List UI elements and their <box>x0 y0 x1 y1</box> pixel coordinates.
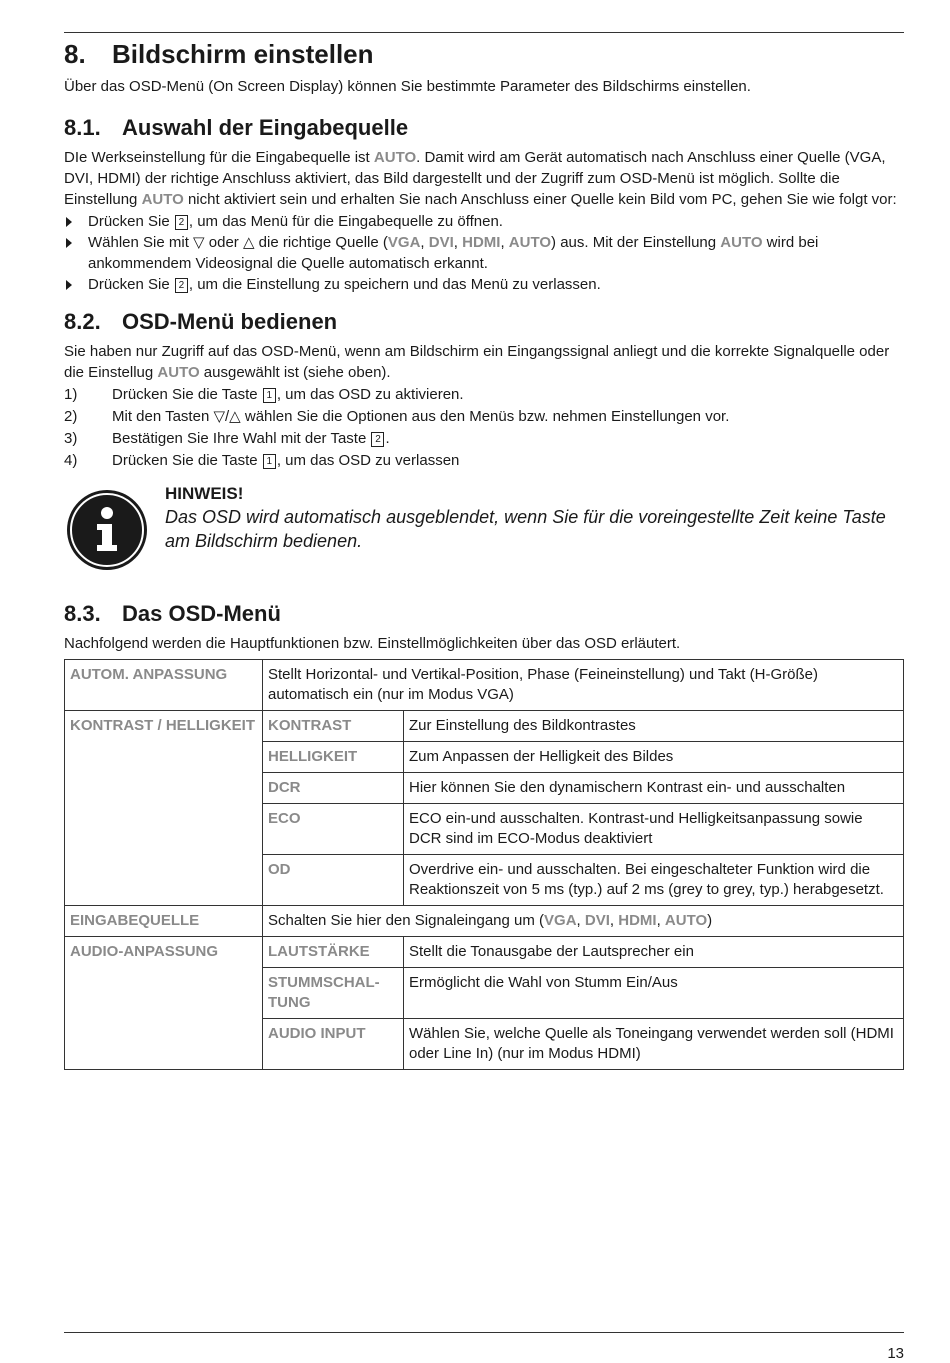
text: , <box>609 912 619 929</box>
text: wählen Sie die Optionen aus den Menüs bzw. nehmen Einstellungen vor. <box>240 408 730 425</box>
note-box <box>64 479 904 575</box>
text: , <box>420 234 429 251</box>
text: Drücken Sie <box>88 213 174 230</box>
text: , um das OSD zu verlassen <box>276 452 460 469</box>
key-2-icon: 2 <box>371 432 384 447</box>
text: Drücken Sie <box>88 276 174 293</box>
down-arrow-icon: ▽ <box>213 408 225 425</box>
step-item <box>64 384 904 406</box>
text: Bestätigen Sie Ihre Wahl mit der Taste <box>112 430 371 447</box>
triangle-bullet-icon <box>66 217 72 227</box>
table-cell-label: HELLIGKEIT <box>263 742 404 773</box>
page-content <box>64 35 904 1070</box>
section-title: Auswahl der Eingabequelle <box>122 115 409 140</box>
table-cell-desc: Zum Anpassen der Helligkeit des Bildes <box>404 742 904 773</box>
text: , <box>656 912 665 929</box>
key-1-icon: 1 <box>263 388 276 403</box>
text: Mit den Tasten <box>112 408 214 425</box>
step-item <box>64 428 904 450</box>
section-8-intro: Über das OSD-Menü (On Screen Display) können Sie bestimmte Parameter des Bildschirms einstellen. <box>64 78 751 95</box>
bullet-list <box>64 211 904 295</box>
table-cell-label: STUMMSCHAL-TUNG <box>263 968 404 1019</box>
section-8-2-heading <box>64 309 904 335</box>
table-row <box>65 711 904 742</box>
text: Drücken Sie die Taste <box>112 452 262 469</box>
keyword-dvi: DVI <box>584 912 610 929</box>
table-cell-label: ECO <box>263 804 404 855</box>
step-number: 3) <box>64 430 78 447</box>
osd-table <box>64 659 904 1070</box>
note-title: HINWEIS! <box>165 484 244 503</box>
text: . Damit wird am Gerät automatisch nach Anschluss einer Quelle (VGA, DVI, HDMI) der richtige Anschluss aktiviert, das Bild dargestellt und der Zugriff zum OSD-Menü ist möglich. Sollte die Einstellung <box>64 149 886 208</box>
up-arrow-icon: △ <box>229 408 241 425</box>
table-cell-label: KONTRAST <box>263 711 404 742</box>
table-cell-group: AUDIO-ANPASSUNG <box>65 937 263 1070</box>
table-cell-desc: Zur Einstellung des Bildkontrastes <box>404 711 904 742</box>
section-number: 8. <box>64 39 86 69</box>
step-item <box>64 450 904 472</box>
keyword-auto: AUTO <box>157 364 200 381</box>
text: DIe Werkseinstellung für die Eingabequelle ist <box>64 149 374 166</box>
section-number: 8.3. <box>64 601 101 626</box>
table-cell-label: EINGABEQUELLE <box>65 906 263 937</box>
text: . <box>385 430 390 447</box>
text: nicht aktiviert sein und erhalten Sie nach Anschluss einer Quelle kein Bild vom PC, gehen Sie wie folgt vor: <box>183 191 897 208</box>
table-cell-desc: Stellt die Tonausgabe der Lautsprecher ein <box>404 937 904 968</box>
keyword-vga: VGA <box>387 234 421 251</box>
text: , um die Einstellung zu speichern und das Menü zu verlassen. <box>188 276 601 293</box>
section-title: Das OSD-Menü <box>122 601 281 626</box>
section-8-3-intro: Nachfolgend werden die Hauptfunktionen bzw. Einstellmöglichkeiten über das OSD erläutert. <box>64 635 681 652</box>
table-cell-desc: Overdrive ein- und ausschalten. Bei eingeschalteter Funktion wird die Reaktionszeit von 5 ms (typ.) auf 2 ms (grey to grey, typ.) herabgesetzt. <box>404 855 904 906</box>
key-1-icon: 1 <box>263 454 276 469</box>
down-arrow-icon: ▽ <box>193 234 205 251</box>
section-8-heading <box>64 39 904 70</box>
table-row <box>65 937 904 968</box>
keyword-auto: AUTO <box>141 191 184 208</box>
keyword-auto: AUTO <box>720 234 763 251</box>
keyword-auto: AUTO <box>508 234 552 251</box>
table-cell-label: DCR <box>263 773 404 804</box>
section-8-1-paragraph <box>64 147 904 210</box>
text: ) aus. Mit der Einstellung <box>551 234 721 251</box>
text: wird bei ankommendem Videosignal die Quelle automatisch erkannt. <box>88 234 819 272</box>
section-8-2-paragraph <box>64 341 904 383</box>
text: Schalten Sie hier den Signaleingang um ( <box>268 912 545 929</box>
section-title: OSD-Menü bedienen <box>122 309 338 334</box>
header-rule <box>64 32 904 33</box>
section-8-3-heading <box>64 601 904 627</box>
step-number: 1) <box>64 386 78 403</box>
keyword-auto: AUTO <box>373 149 417 166</box>
page-number: 13 <box>887 1345 904 1362</box>
table-row <box>65 660 904 711</box>
section-number: 8.1. <box>64 115 101 140</box>
info-icon <box>66 489 148 571</box>
text: Wählen Sie mit <box>88 234 194 251</box>
text: / <box>225 408 230 425</box>
step-number: 2) <box>64 408 78 425</box>
keyword-hdmi: HDMI <box>618 912 657 929</box>
section-title: Bildschirm einstellen <box>112 39 374 69</box>
table-cell-label: AUTOM. ANPASSUNG <box>65 660 263 711</box>
text: oder <box>204 234 243 251</box>
footer-rule <box>64 1332 904 1333</box>
text: , um das OSD zu aktivieren. <box>276 386 464 403</box>
note-text <box>165 479 895 553</box>
bullet-item <box>64 274 904 295</box>
triangle-bullet-icon <box>66 238 72 248</box>
bullet-item <box>64 232 904 274</box>
table-cell-label: LAUTSTÄRKE <box>263 937 404 968</box>
table-cell-desc: Ermöglicht die Wahl von Stumm Ein/Aus <box>404 968 904 1019</box>
keyword-dvi: DVI <box>428 234 454 251</box>
table-cell-desc: Hier können Sie den dynamischern Kontrast ein- und ausschalten <box>404 773 904 804</box>
text: , <box>500 234 509 251</box>
step-number: 4) <box>64 452 78 469</box>
triangle-bullet-icon <box>66 280 72 290</box>
section-8-1-heading <box>64 115 904 141</box>
keyword-hdmi: HDMI <box>462 234 501 251</box>
text: , um das Menü für die Eingabequelle zu öffnen. <box>188 213 503 230</box>
text: , <box>576 912 585 929</box>
table-cell-desc: Wählen Sie, welche Quelle als Toneingang verwendet werden soll (HDMI oder Line In) (nur im Modus HDMI) <box>404 1019 904 1070</box>
keyword-auto: AUTO <box>664 912 708 929</box>
table-cell-label: OD <box>263 855 404 906</box>
table-cell-desc: Stellt Horizontal- und Vertikal-Position, Phase (Feineinstellung) und Takt (H-Größe) automatisch ein (nur im Modus VGA) <box>263 660 904 711</box>
table-cell-group: KONTRAST / HELLIGKEIT <box>65 711 263 906</box>
note-body: Das OSD wird automatisch ausgeblendet, wenn Sie für die voreingestellte Zeit keine Taste am Bildschirm bedienen. <box>165 507 886 551</box>
step-item <box>64 406 904 428</box>
text: Drücken Sie die Taste <box>112 386 262 403</box>
section-number: 8.2. <box>64 309 101 334</box>
text: die richtige Quelle ( <box>254 234 388 251</box>
key-2-icon: 2 <box>175 278 188 293</box>
table-cell-desc: ECO ein-und ausschalten. Kontrast-und Helligkeitsanpassung sowie DCR sind im ECO-Modus deaktiviert <box>404 804 904 855</box>
up-arrow-icon: △ <box>242 234 255 251</box>
table-cell-label: AUDIO INPUT <box>263 1019 404 1070</box>
keyword-vga: VGA <box>544 912 577 929</box>
key-2-icon: 2 <box>175 215 188 230</box>
text: , <box>453 234 463 251</box>
table-cell-desc <box>263 906 904 937</box>
text: Sie haben nur Zugriff auf das OSD-Menü, wenn am Bildschirm ein Eingangssignal anliegt und die korrekte Signalquelle oder die Einstellug <box>64 343 890 381</box>
text: ausgewählt ist (siehe oben). <box>199 364 391 381</box>
text: ) <box>707 912 713 929</box>
steps-list <box>64 384 904 472</box>
bullet-item <box>64 211 904 232</box>
table-row <box>65 906 904 937</box>
